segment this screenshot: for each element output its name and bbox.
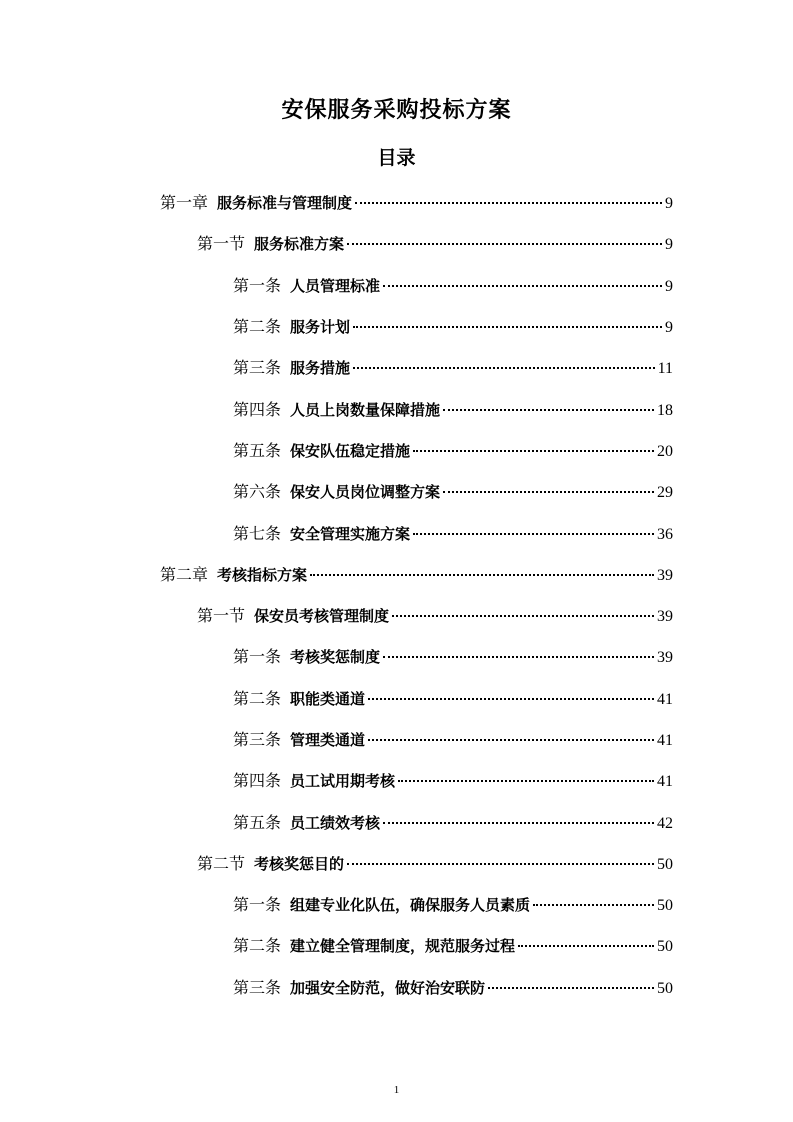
toc-dot-leader (383, 285, 662, 287)
toc-entry-title: 人员上岗数量保障措施 (290, 400, 441, 419)
toc-dot-leader (383, 822, 654, 824)
toc-entry-number: 第二章 (160, 564, 209, 584)
toc-entry-number: 第六条 (233, 482, 282, 502)
toc-entry[interactable] (0, 429, 793, 470)
toc-dot-leader (413, 450, 654, 452)
toc-entry-number: 第一节 (197, 234, 246, 254)
toc-entry-title: 服务标准方案 (254, 235, 345, 254)
toc-entry-title: 考核奖惩制度 (290, 648, 381, 667)
toc-entry-page: 39 (657, 608, 673, 626)
toc-entry-title: 保安队伍稳定措施 (290, 441, 411, 460)
toc-entry[interactable] (0, 883, 793, 924)
toc-dot-leader (443, 491, 654, 493)
toc-dot-leader (347, 243, 662, 245)
toc-dot-leader (392, 615, 654, 617)
toc-entry-number: 第一章 (160, 193, 209, 213)
toc-entry-number: 第二节 (197, 853, 246, 873)
toc-entry-page: 20 (657, 442, 673, 460)
toc-dot-leader (518, 945, 654, 947)
toc-entry-number: 第五条 (233, 812, 282, 832)
toc-entry-title: 员工试用期考核 (290, 772, 396, 791)
toc-entry-line (233, 479, 673, 502)
toc-entry-number: 第二条 (233, 317, 282, 337)
document-title: 安保服务采购投标方案 (281, 98, 512, 123)
toc-entry-line (233, 933, 673, 956)
toc-entry-page: 39 (657, 566, 673, 584)
toc-entry[interactable] (0, 470, 793, 511)
toc-entry-line (233, 686, 673, 709)
toc-entry[interactable] (0, 759, 793, 800)
toc-entry-title: 管理类通道 (290, 731, 366, 749)
toc-entry[interactable] (0, 264, 793, 305)
toc-entry[interactable] (0, 718, 793, 759)
toc-entry-line (233, 727, 673, 750)
toc-entry[interactable] (0, 677, 793, 718)
toc-entry-number: 第一条 (233, 895, 282, 915)
toc-entry-title: 保安人员岗位调整方案 (290, 483, 441, 502)
toc-entry-title: 服务措施 (290, 359, 351, 378)
toc-entry-page: 9 (665, 195, 673, 213)
toc-dot-leader (353, 326, 662, 328)
toc-entry[interactable] (0, 924, 793, 965)
toc-entry[interactable] (0, 553, 793, 594)
toc-entry-number: 第四条 (233, 399, 282, 419)
toc-entry-title: 职能类通道 (290, 689, 366, 708)
toc-entry-page: 41 (657, 732, 673, 749)
toc-entry[interactable] (0, 800, 793, 841)
toc-entry-title: 服务计划 (290, 318, 351, 337)
toc-entry-page: 50 (657, 855, 673, 873)
toc-dot-leader (310, 574, 654, 576)
toc-entry-page: 50 (657, 979, 673, 997)
toc-entry-page: 9 (665, 236, 673, 254)
toc-entry-number: 第五条 (233, 440, 282, 460)
toc-entry-line (197, 603, 673, 626)
toc-entry-line (197, 851, 673, 874)
toc-entry-title: 服务标准与管理制度 (217, 194, 353, 213)
toc-entry-line (233, 892, 673, 915)
page-number: 1 (393, 1084, 400, 1096)
toc-entry-page: 41 (657, 773, 673, 791)
toc-entry[interactable] (0, 635, 793, 676)
toc-entry-number: 第一条 (233, 275, 282, 295)
toc-entry-title: 考核奖惩目的 (254, 854, 345, 873)
toc-entry-title: 组建专业化队伍，确保服务人员素质 (290, 896, 531, 915)
toc-dot-leader (398, 780, 654, 782)
toc-entry-title: 保安员考核管理制度 (254, 607, 390, 626)
toc-entry-line (233, 397, 673, 420)
toc-entry-line (233, 810, 673, 833)
toc-entry-page: 50 (657, 938, 673, 956)
toc-entry-line (233, 273, 673, 296)
toc-dot-leader (533, 904, 654, 906)
toc-entry-title: 人员管理标准 (290, 276, 381, 295)
toc-dot-leader (488, 987, 654, 989)
toc-entry-page: 36 (657, 525, 673, 543)
toc-entry[interactable] (0, 966, 793, 1007)
toc-entry-page: 41 (657, 690, 673, 708)
toc-entry-line (233, 521, 673, 544)
toc-dot-leader (413, 533, 654, 535)
toc-entry-line (233, 314, 673, 337)
toc-entry-title: 加强安全防范，做好治安联防 (290, 978, 486, 997)
toc-dot-leader (368, 739, 654, 741)
toc-entry-number: 第三条 (233, 977, 282, 997)
toc-entry-line (160, 562, 673, 585)
toc-entry[interactable] (0, 594, 793, 635)
toc-entry-number: 第三条 (233, 358, 282, 378)
toc-entry-line (233, 975, 673, 998)
toc-entry-page: 42 (657, 814, 673, 832)
toc-entry-page: 50 (657, 897, 673, 915)
toc-entry-title: 员工绩效考核 (290, 813, 381, 832)
toc-dot-leader (347, 863, 654, 865)
toc-dot-leader (383, 656, 654, 658)
toc-entry-line (233, 768, 673, 791)
toc-entry-number: 第七条 (233, 523, 282, 543)
toc-entry-number: 第三条 (233, 730, 282, 749)
toc-entry-line (197, 231, 673, 254)
toc-entry-number: 第二条 (233, 688, 282, 708)
toc-entry-page: 29 (657, 484, 673, 502)
table-of-contents (0, 181, 793, 1007)
toc-dot-leader (443, 409, 654, 411)
toc-dot-leader (355, 202, 662, 204)
toc-dot-leader (368, 698, 654, 700)
toc-entry[interactable] (0, 387, 793, 428)
toc-entry-line (160, 190, 673, 213)
toc-entry[interactable] (0, 842, 793, 883)
toc-heading: 目录 (377, 147, 416, 169)
toc-entry-page: 9 (665, 319, 673, 337)
toc-entry-page: 11 (657, 360, 673, 378)
toc-entry-page: 9 (665, 277, 673, 295)
toc-entry-number: 第一条 (233, 647, 282, 667)
toc-entry-line (233, 438, 673, 461)
toc-entry-number: 第二条 (233, 936, 282, 956)
toc-entry[interactable] (0, 346, 793, 387)
toc-entry-title: 建立健全管理制度，规范服务过程 (290, 937, 516, 956)
toc-entry-title: 安全管理实施方案 (290, 524, 411, 543)
toc-entry-number: 第一节 (197, 606, 246, 626)
toc-entry[interactable] (0, 181, 793, 222)
toc-entry-number: 第四条 (233, 771, 282, 791)
toc-entry-line (233, 644, 673, 667)
toc-entry[interactable] (0, 222, 793, 263)
toc-entry-page: 18 (657, 401, 673, 419)
toc-entry-line (233, 355, 673, 378)
toc-entry[interactable] (0, 511, 793, 552)
toc-entry[interactable] (0, 305, 793, 346)
toc-dot-leader (353, 367, 655, 369)
toc-entry-page: 39 (657, 649, 673, 667)
toc-entry-title: 考核指标方案 (217, 565, 308, 584)
